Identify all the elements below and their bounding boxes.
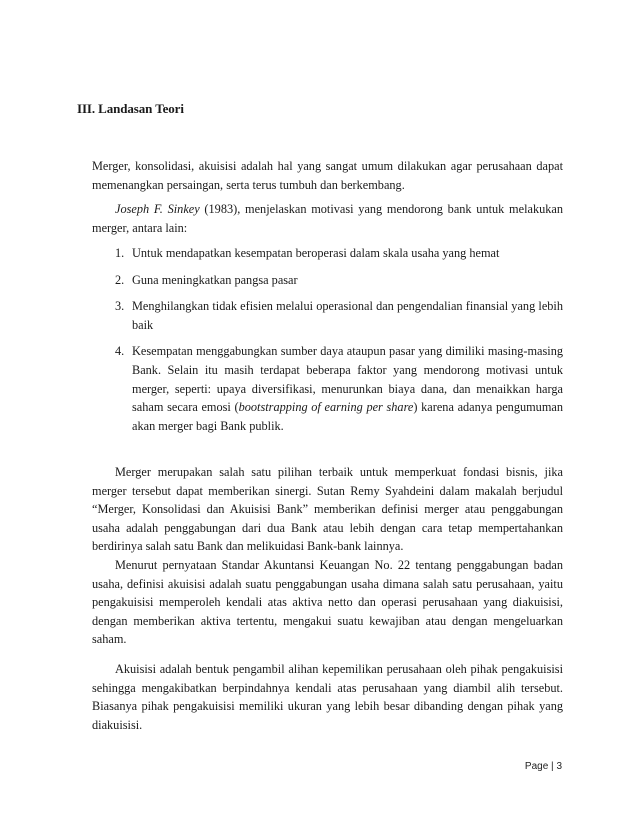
page-footer xyxy=(525,761,562,772)
list-item-text: Kesempatan menggabungkan sumber daya ataupun pasar yang dimiliki masing-masing Bank. Selain itu masih terdapat beberapa faktor yang mendorong motivasi untuk merger, seperti: upaya diversifikasi, menurunkan biaya dana, dan menaikkan harga saham secara emosi ( xyxy=(132,344,563,415)
list-item-number: 4. xyxy=(115,344,125,359)
list-item-number: 2. xyxy=(115,272,125,287)
list-item-number: 3. xyxy=(115,299,125,314)
list-item xyxy=(115,271,563,290)
merger-paragraph: Merger merupakan salah satu pilihan terbaik untuk memperkuat fondasi bisnis, jika merger tersebut dapat memberikan sinergi. Sutan Remy Syahdeini dalam makalah berjudul “Merger, Konsolidasi dan Akuisisi Bank” memberikan definisi merger atau penggabungan usaha adalah penggabungan dari dua Bank atau lebih dengan cara tetap mempertahankan berdirinya salah satu Bank dan melikuidasi Bank-bank lainnya. xyxy=(92,465,563,554)
author-name: Joseph F. Sinkey xyxy=(115,202,200,216)
section-heading: III. Landasan Teori xyxy=(77,101,184,116)
page-separator: | xyxy=(551,761,554,772)
list-item-text: Menghilangkan tidak efisien melalui operasional dan pengendalian finansial yang lebih baik xyxy=(132,299,563,332)
akuisisi-paragraph: Akuisisi adalah bentuk pengambil alihan kepemilikan perusahaan oleh pihak pengakuisisi sehingga mengakibatkan berpindahnya kendali atas perusahaan yang diambil alih tersebut. Biasanya pihak pengakuisisi memiliki ukuran yang lebih besar dibanding dengan pihak yang diakuisisi. xyxy=(92,662,563,732)
list-item-text: Guna meningkatkan pangsa pasar xyxy=(132,272,298,287)
motivation-list xyxy=(115,244,563,435)
list-item xyxy=(115,297,563,334)
sinkey-text: (1983), menjelaskan motivasi yang mendorong bank untuk melakukan merger, antara lain: xyxy=(92,202,563,235)
list-item xyxy=(115,244,563,263)
list-item-italic: bootstrapping of earning per share xyxy=(238,400,414,415)
sinkey-paragraph xyxy=(92,200,563,237)
list-item-number: 1. xyxy=(115,246,125,260)
list-item xyxy=(115,342,563,435)
intro-paragraph: Merger, konsolidasi, akuisisi adalah hal yang sangat umum dilakukan agar perusahaan dapat memenangkan persaingan, serta terus tumbuh dan berkembang. xyxy=(92,159,563,192)
list-item-text: Untuk mendapatkan kesempatan beroperasi dalam skala usaha yang hemat xyxy=(132,246,500,260)
page-label: Page xyxy=(524,761,549,772)
akuisisi-definition-paragraph: Menurut pernyataan Standar Akuntansi Keuangan No. 22 tentang penggabungan badan usaha, definisi akuisisi adalah suatu penggabungan usaha dimana salah satu perusahaan, yaitu pengakuisisi memperoleh kendali atas aktiva netto dan operasi perusahaan yang diakuisisi, dengan memberikan aktiva tertentu, mengakui suatu kewajiban atau dengan mengeluarkan saham. xyxy=(92,558,563,647)
list-item-text-end: ) karena adanya pengumuman akan merger bagi Bank publik. xyxy=(132,400,563,433)
page-number: 3 xyxy=(556,761,562,772)
